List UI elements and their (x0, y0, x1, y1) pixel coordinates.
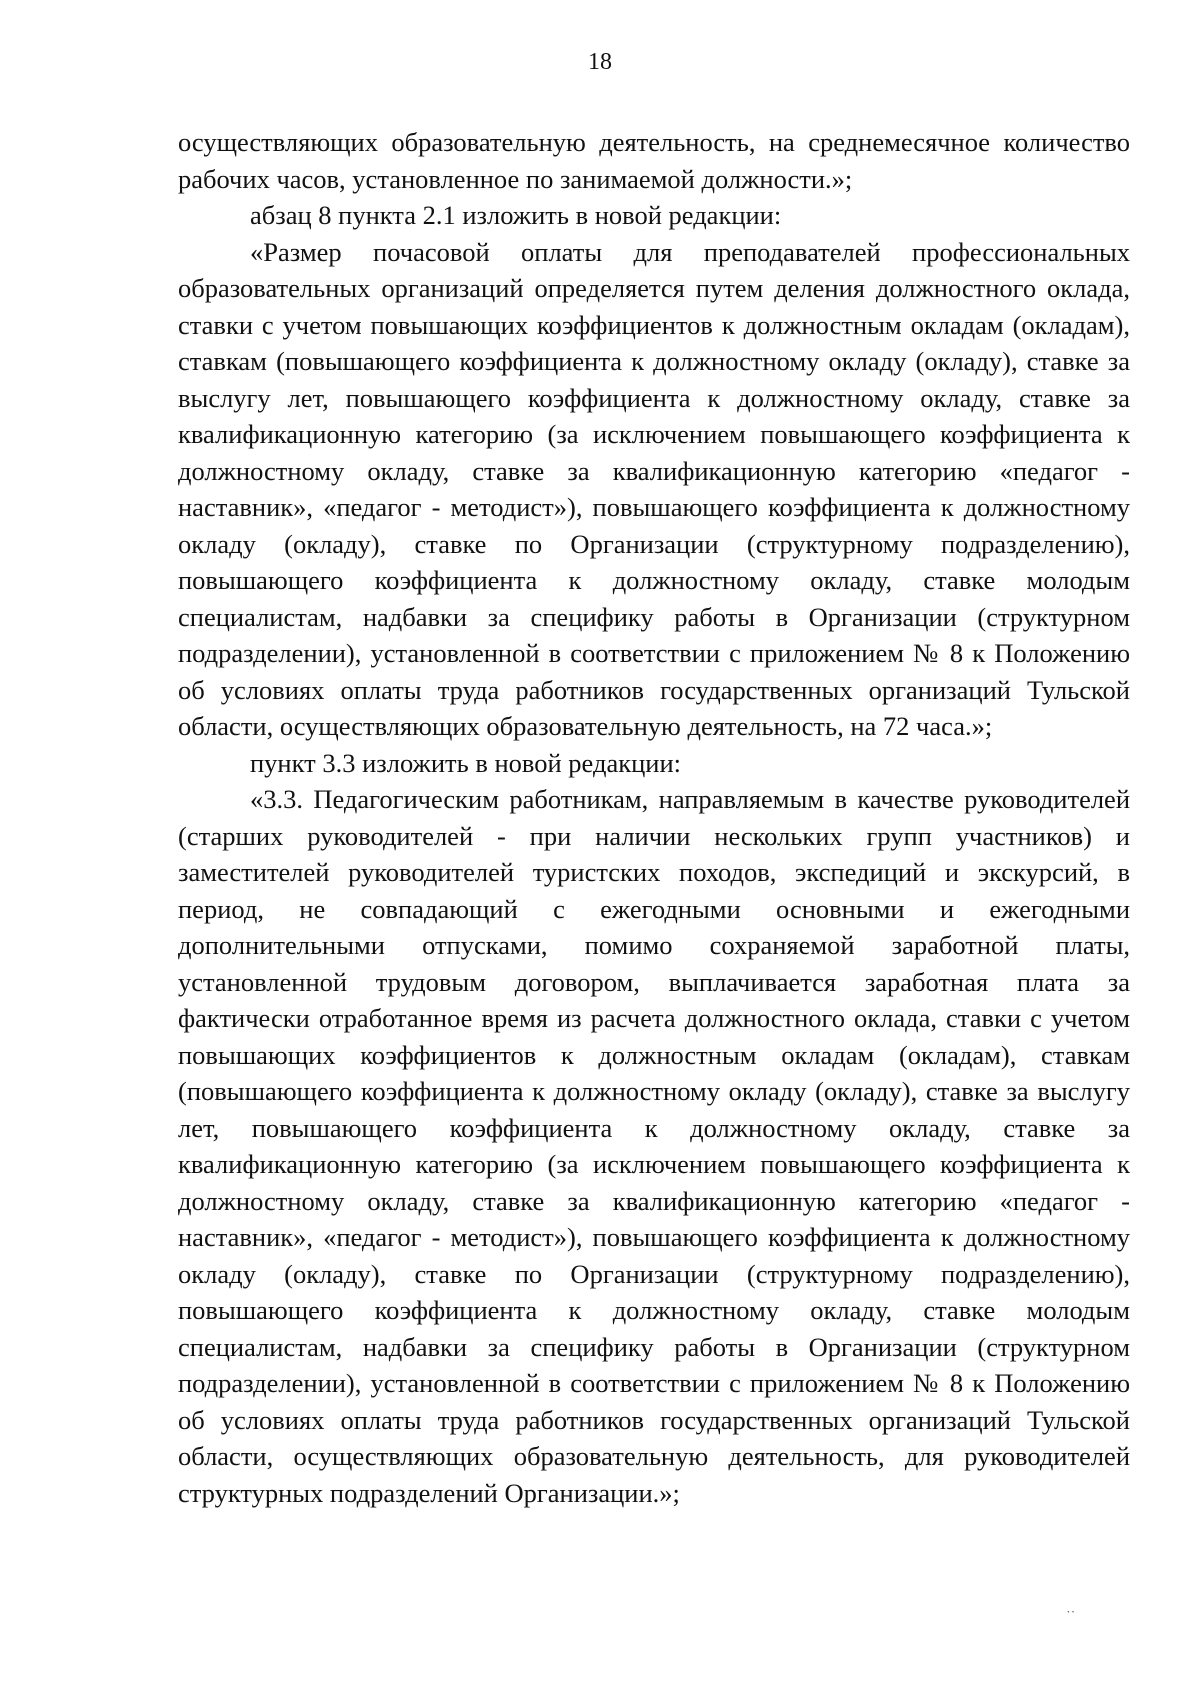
paragraph-amendment-instruction-2-1: абзац 8 пункта 2.1 изложить в новой редакции: (250, 200, 782, 230)
page-number: 18 (588, 49, 612, 75)
paragraph-hourly-pay-rate: «Размер почасовой оплаты для преподавателей профессиональных образовательных организаций определяется путем деления должностного оклада, ставки с учетом повышающих коэффициентов к должностным окладам (окладам), ставкам (повышающего коэффициента к должностному окладу (окладу), ставке за выслугу лет, повышающего коэффициента к должностному окладу, ставке за квалификационную категорию (за исключением повышающего коэффициента к должностному окладу, ставке за квалификационную категорию «педагог - наставник», «педагог - методист»), повышающего коэффициента к должностному окладу (окладу), ставке по Организации (структурному подразделению), повышающего коэффициента к должностному окладу, ставке молодым специалистам, надбавки за специфику работы в Организации (структурном подразделении), установленной в соответствии с приложением № 8 к Положению об условиях оплаты труда работников государственных организаций Тульской области, осуществляющих образовательную деятельность, на 72 часа.»; (178, 236, 1130, 741)
paragraph-amendment-instruction-3-3: пункт 3.3 изложить в новой редакции: (250, 747, 681, 778)
paragraph-continuation: осуществляющих образовательную деятельность, на среднемесячное количество рабочих часов, установленное по занимаемой должности.»; (178, 127, 1130, 194)
document-body (178, 124, 1130, 1511)
paragraph-clause-3-3: «3.3. Педагогическим работникам, направляемым в качестве руководителей (старших руководителей - при наличии нескольких групп участников) и заместителей руководителей туристских походов, экспедиций и экскурсий, в период, не совпадающий с ежегодными основными и ежегодными дополнительными отпусками, помимо сохраняемой заработной платы, установленной трудовым договором, выплачивается заработная плата за фактически отработанное время из расчета должностного оклада, ставки с учетом повышающих коэффициентов к должностным окладам (окладам), ставкам (повышающего коэффициента к должностному окладу (окладу), ставке за выслугу лет, повышающего коэффициента к должностному окладу, ставке за квалификационную категорию (за исключением повышающего коэффициента к должностному окладу, ставке за квалификационную категорию «педагог - наставник», «педагог - методист»), повышающего коэффициента к должностному окладу (окладу), ставке по Организации (структурному подразделению), повышающего коэффициента к должностному окладу, ставке молодым специалистам, надбавки за специфику работы в Организации (структурном подразделении), установленной в соответствии с приложением № 8 к Положению об условиях оплаты труда работников государственных организаций Тульской области, осуществляющих образовательную деятельность, для руководителей структурных подразделений Организации.»; (178, 784, 1130, 1508)
scan-mark: ˙˙ (1066, 1609, 1076, 1624)
